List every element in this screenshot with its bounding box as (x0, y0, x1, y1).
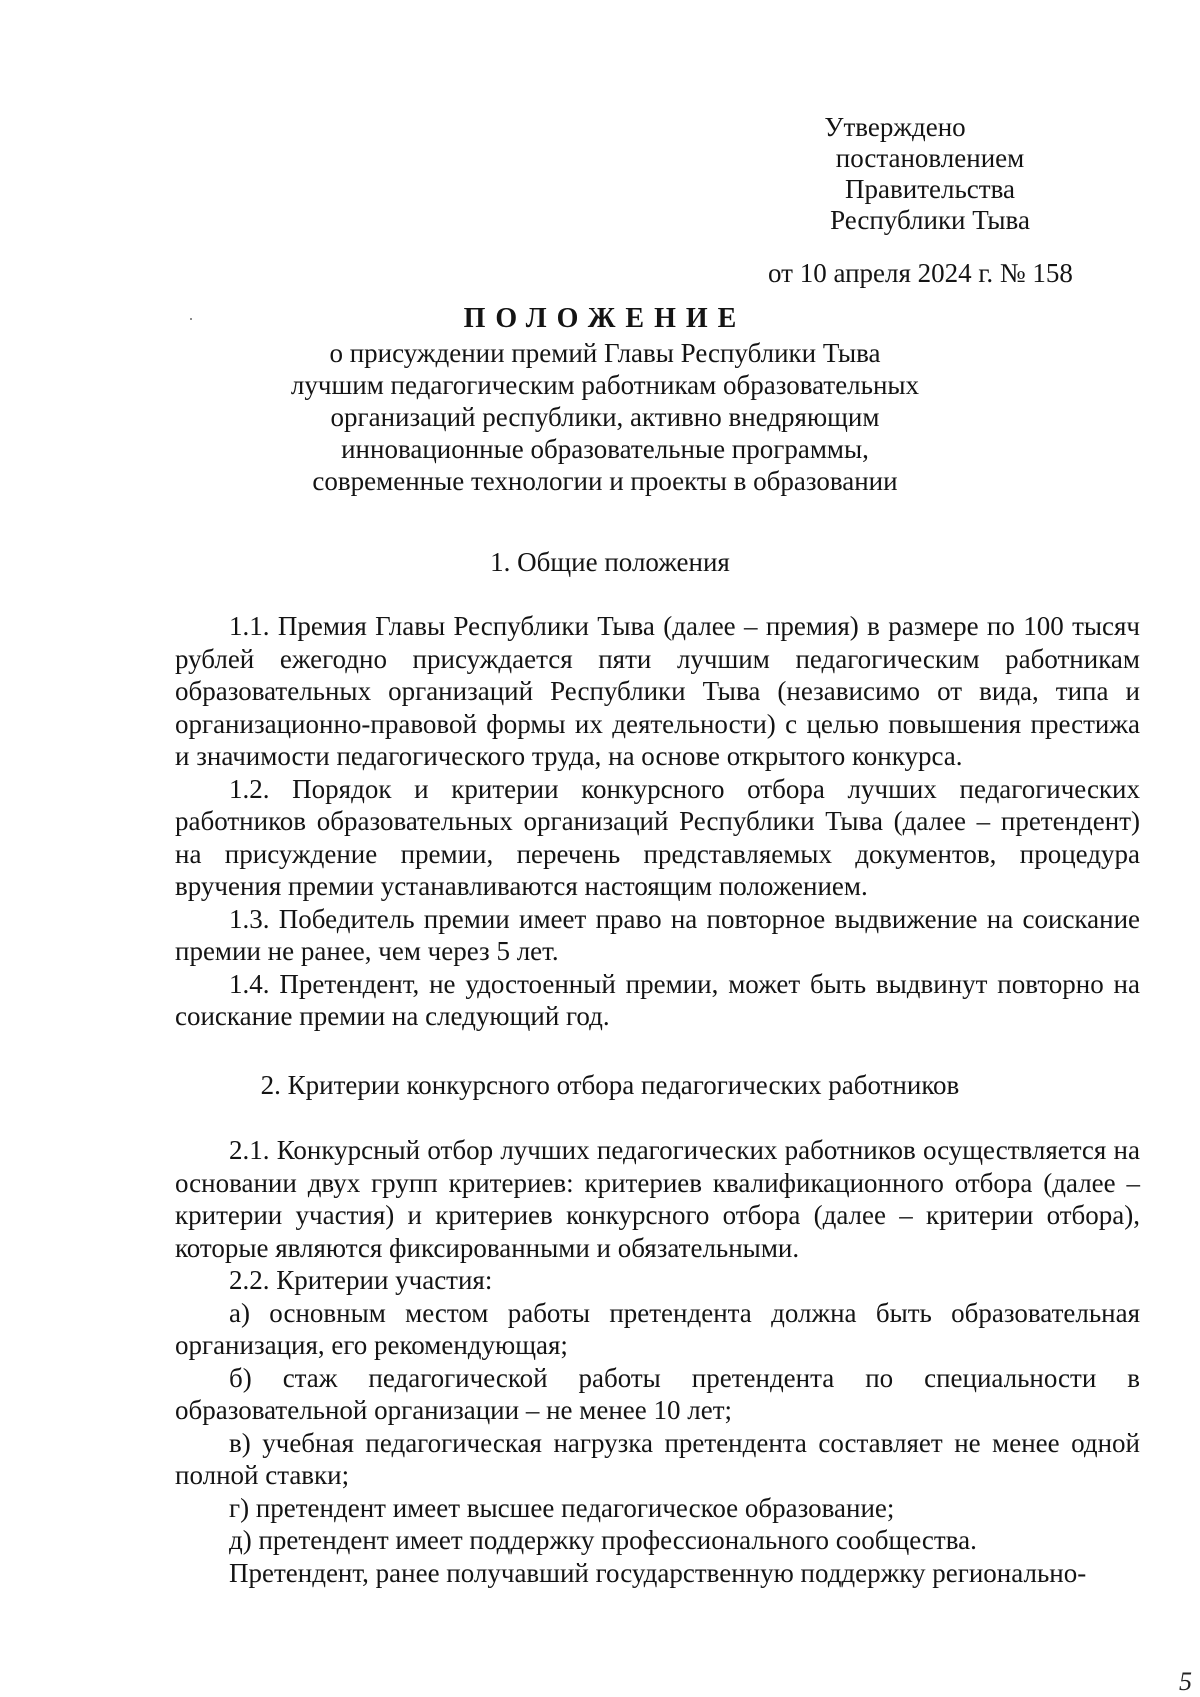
paragraph-2-1: 2.1. Конкурсный отбор лучших педагогических работников осуществляется на основании двух групп критериев: критериев квалификационного отбора (далее – критерии участия) и критериев конкурсного отбора (далее – критерии отбора), которые являются фиксированными и обязательными. (175, 1135, 1140, 1263)
paragraph-1-2: 1.2. Порядок и критерии конкурсного отбора лучших педагогических работников образовательных организаций Республики Тыва (далее – претендент) на присуждение премии, перечень представляемых документов, процедура вручения премии устанавливаются настоящим положением. (175, 773, 1140, 901)
paragraph-2-continuation: Претендент, ранее получавший государственную поддержку регионально- (229, 1557, 1087, 1588)
approval-stamp (700, 112, 1160, 289)
subtitle-line-4: инновационные образовательные программы, (341, 434, 869, 464)
criterion-a: а) основным местом работы претендента должна быть образовательная организация, его рекомендующая; (175, 1297, 1140, 1360)
paragraph-1-3: 1.3. Победитель премии имеет право на повторное выдвижение на соискание премии не ранее, чем через 5 лет. (175, 903, 1140, 966)
subtitle-line-3: организаций республики, активно внедряющим (330, 402, 880, 432)
subtitle-line-1: о присуждении премий Главы Республики Тыва (329, 338, 881, 368)
approval-date: от 10 апреля 2024 г. № 158 (768, 258, 1073, 288)
section-2-body (175, 1134, 1140, 1589)
paragraph-1-4: 1.4. Претендент, не удостоенный премии, может быть выдвинут повторно на соискание премии на следующий год. (175, 968, 1140, 1031)
approval-line-1: Утверждено (824, 112, 966, 142)
paragraph-2-2: 2.2. Критерии участия: (229, 1265, 493, 1295)
subtitle-line-5: современные технологии и проекты в образовании (312, 466, 898, 496)
criterion-d: д) претендент имеет поддержку профессионального сообщества. (229, 1525, 977, 1555)
document-title: ПОЛОЖЕНИЕ (463, 303, 747, 334)
document-title-block (180, 303, 1030, 497)
paragraph-1-1: 1.1. Премия Главы Республики Тыва (далее – премия) в размере по 100 тысяч рублей ежегодно присуждается пяти лучшим педагогическим работникам образовательных организаций Республики Тыва (независимо от вида, типа и организационно-правовой формы их деятельности) с целью повышения престижа и значимости педагогического труда, на основе открытого конкурса. (175, 611, 1140, 771)
page-number: 5 (1179, 1667, 1192, 1696)
approval-line-3: Республики Тыва (830, 205, 1030, 235)
subtitle-line-2: лучшим педагогическим работникам образовательных (290, 370, 920, 400)
criterion-g: г) претендент имеет высшее педагогическое образование; (229, 1492, 895, 1523)
section-2-heading: 2. Критерии конкурсного отбора педагогических работников (260, 1070, 960, 1100)
section-1-body (175, 610, 1140, 1033)
section-1-heading: 1. Общие положения (490, 547, 730, 577)
criterion-b: б) стаж педагогической работы претендента по специальности в образовательной организации – не менее 10 лет; (175, 1362, 1140, 1425)
criterion-v: в) учебная педагогическая нагрузка претендента составляет не менее одной полной ставки; (175, 1427, 1140, 1490)
approval-line-2: постановлением Правительства (835, 143, 1025, 204)
